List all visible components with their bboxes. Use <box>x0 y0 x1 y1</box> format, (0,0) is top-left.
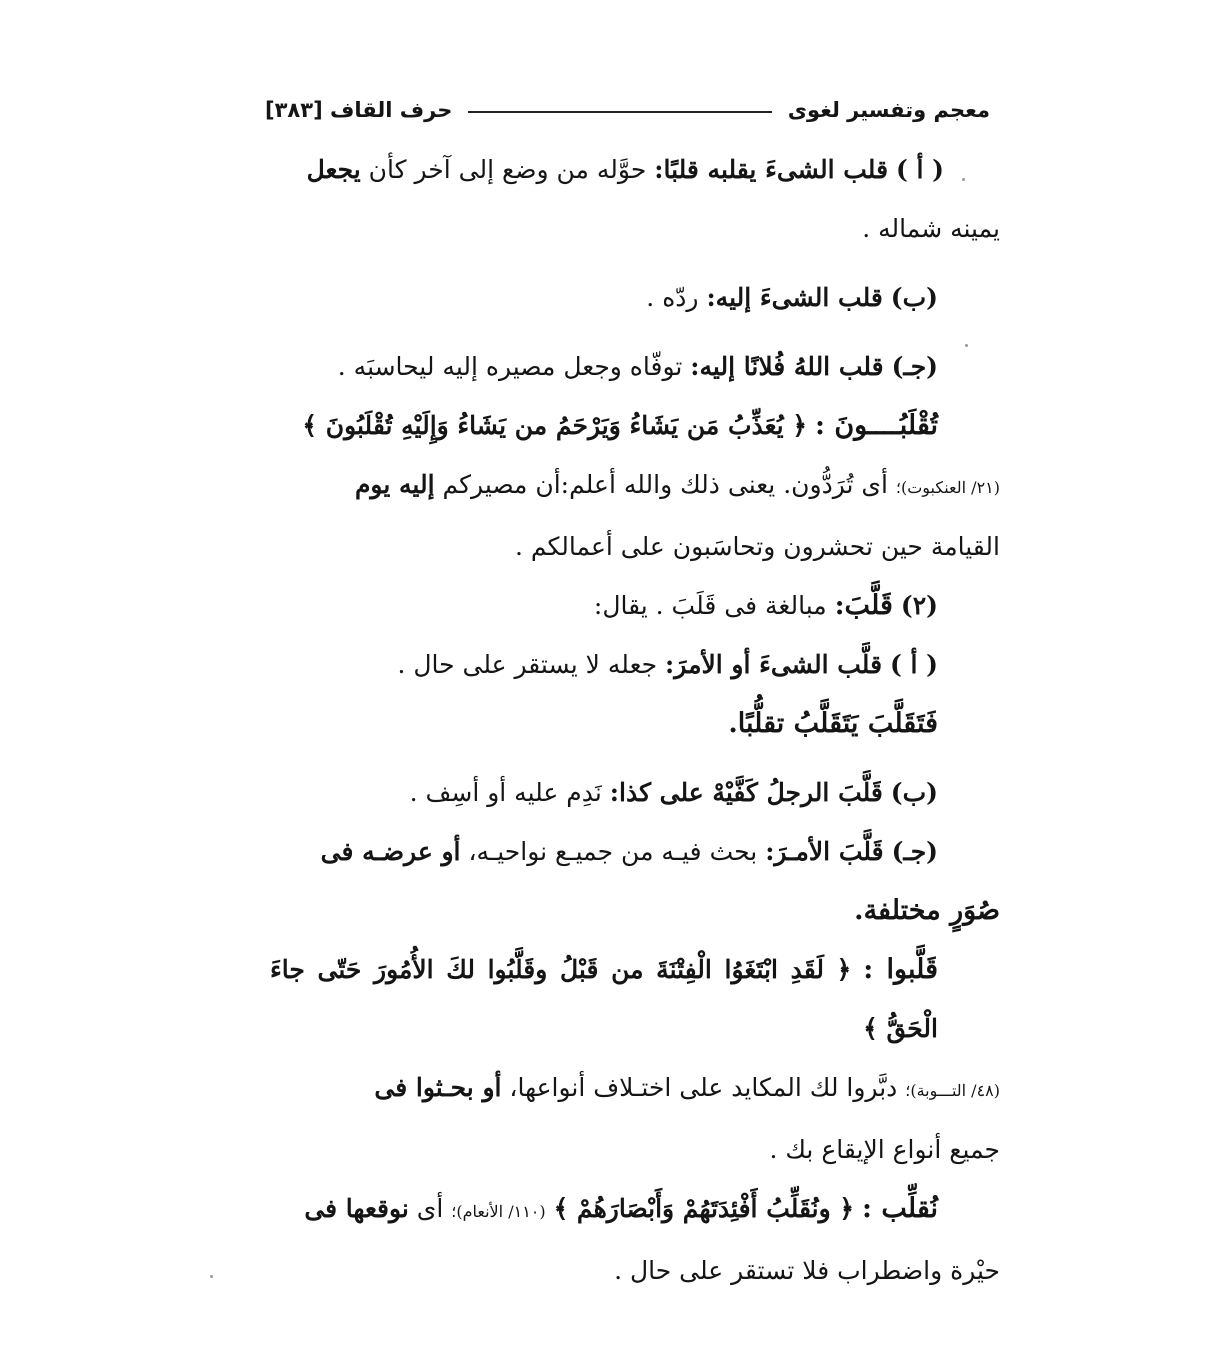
book-title: معجم وتفسير لغوى <box>787 98 990 122</box>
entry-headword: قلب الشىءَ يقلبه قلبًا: <box>654 155 889 184</box>
entry-paragraph <box>270 576 1000 635</box>
entry-headword: قَلَّبَ الرجلُ كَفَّيْهْ على كذا: <box>609 778 883 807</box>
quran-verse: ﴿ ونُقَلِّبُ أَفْئِدَتَهُمْ وَأَبْصَارَهُمْ ﴾ <box>553 1194 855 1223</box>
entry-continuation: جميع أنواع الإيقاع بك . <box>769 1135 1000 1164</box>
entry-paragraph <box>270 396 1000 455</box>
entry-marker: (٢) <box>900 591 938 620</box>
entry-paragraph <box>270 1179 1000 1241</box>
entry-text: نَدِم عليه أو أسِف . <box>409 778 602 807</box>
entry-text: أى تُرَدُّون. يعنى ذلك والله أعلم:أن مصيركم <box>442 470 888 499</box>
entry-text: بحث فيـه من جميـع نواحيـه، <box>468 837 758 866</box>
entry-paragraph <box>270 694 1000 753</box>
entry-text: حوَّله من وضع إلى آخر كأن <box>368 155 647 184</box>
scan-speck <box>965 344 968 347</box>
entry-headword: قلب اللهُ فُلانًا إليه: <box>690 352 884 381</box>
entry-paragraph <box>270 455 1000 517</box>
entry-continuation <box>270 881 1000 940</box>
entry-headword: قلب الشىءَ إليه: <box>706 283 883 312</box>
entry-text: جعله لا يستقر على حال . <box>397 650 658 679</box>
scan-speck <box>210 1275 213 1278</box>
entry-text: دبَّروا لك المكايد على اختـلاف أنواعها، <box>509 1073 898 1102</box>
entry-marker: (جـ) <box>891 352 938 381</box>
verse-reference: (١١٠/ الأنعام)؛ <box>451 1202 546 1221</box>
verse-reference: (٤٨/ التـــوبة)؛ <box>905 1081 1000 1100</box>
entry-bold-text: أو عرضـه فى <box>320 837 461 866</box>
entry-headword: قَلَّبوا : <box>863 954 938 985</box>
entry-headword: قَلَّبَ: <box>834 590 893 621</box>
entry-text: أى <box>416 1194 444 1223</box>
dictionary-entries <box>270 140 1000 1300</box>
verse-reference: (٢١/ العنكبوت)؛ <box>895 478 1000 497</box>
section-title: حرف القاف [٣٨٣] <box>265 98 453 122</box>
entry-marker: (جـ) <box>891 837 938 866</box>
entry-headword: تُقْلَبُــــونَ : <box>814 410 938 441</box>
header-rule <box>468 111 771 113</box>
entry-paragraph <box>270 940 1000 1058</box>
entry-paragraph <box>270 635 1000 694</box>
entry-headword: قَلَّبَ الأمـرَ: <box>765 837 884 866</box>
entry-bold-text: صُوَرٍ مختلفة. <box>854 895 1000 926</box>
running-header <box>265 92 990 128</box>
entry-headword: قلَّب الشىءَ أو الأمرَ: <box>665 650 883 679</box>
entry-paragraph <box>270 140 1000 199</box>
entry-marker: (ب) <box>890 778 938 807</box>
entry-continuation: حيْرة واضطراب فلا تستقر على حال . <box>614 1256 1000 1285</box>
entry-text: ردّه . <box>646 283 699 312</box>
entry-bold-text: يجعل <box>306 155 361 184</box>
entry-marker: ( أ ) <box>889 650 938 679</box>
entry-paragraph <box>270 268 1000 327</box>
entry-marker: ( أ ) <box>895 155 944 184</box>
entry-continuation: يمينه شماله . <box>862 214 1000 243</box>
entry-text: توفّاه وجعل مصيره إليه ليحاسبَه . <box>337 352 683 381</box>
entry-text: مبالغة فى قَلَبَ . يقال: <box>593 591 827 620</box>
entry-paragraph <box>270 763 1000 822</box>
entry-headword: فَتَقَلَّبَ يَتَقَلَّبُ تقلُّبًا. <box>728 708 938 739</box>
entry-bold-text: نوقعها فى <box>304 1194 409 1223</box>
entry-bold-text: أو بحـثوا فى <box>374 1073 502 1102</box>
quran-verse: ﴿ لَقَدِ ابْتَغَوُا الْفِتْنَةَ من قَبْلُ وقَلَّبُوا لكَ الأُمُورَ حَتّى جاءَ الْحَقُّ ﴾ <box>270 955 938 1043</box>
entry-paragraph <box>270 337 1000 396</box>
entry-headword: نُقلِّب : <box>862 1193 938 1224</box>
quran-verse: ﴿ يُعَذِّبُ مَن يَشَاءُ وَيَرْحَمُ من يَشَاءُ وَإِلَيْهِ تُقْلَبُونَ ﴾ <box>302 411 807 440</box>
entry-continuation: القيامة حين تحشرون وتحاسَبون على أعمالكم . <box>514 532 1000 561</box>
entry-paragraph <box>270 1058 1000 1120</box>
entry-bold-text: إليه يوم <box>354 470 435 499</box>
scan-speck <box>962 178 965 181</box>
entry-marker: (ب) <box>890 283 938 312</box>
entry-paragraph <box>270 822 1000 881</box>
